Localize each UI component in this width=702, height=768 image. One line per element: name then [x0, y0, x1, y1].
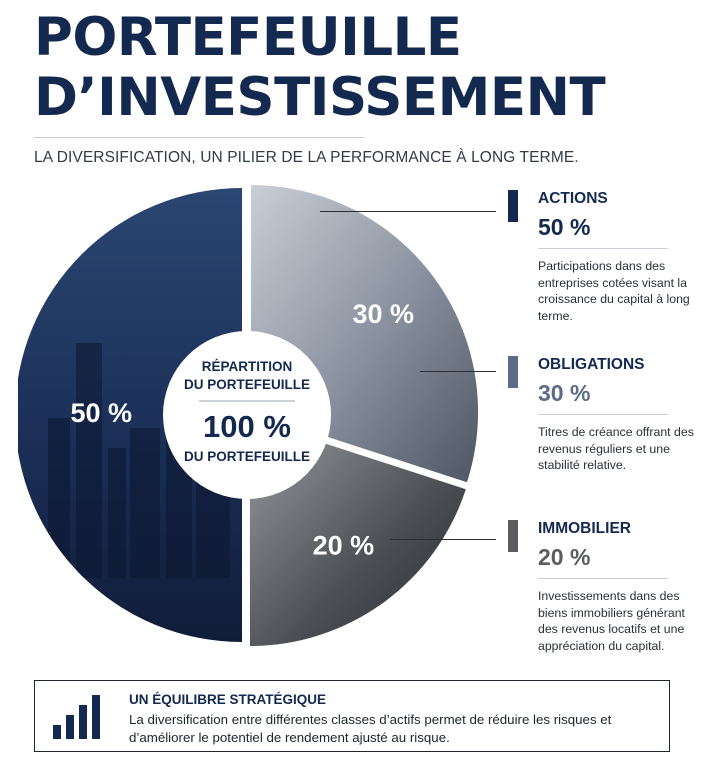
legend-value: 20 %: [538, 544, 591, 570]
pie-slice-label: 50 %: [70, 398, 133, 429]
pie-slice-label: 20 %: [312, 530, 375, 561]
center-label-line-1: RÉPARTITION: [201, 359, 293, 374]
connector-actions: [320, 211, 496, 212]
strategy-box: [34, 680, 670, 752]
strategy-box-title: UN ÉQUILIBRE STRATÉGIQUE: [129, 692, 327, 707]
legend-bar-obligations: [508, 356, 518, 388]
legend-description: Investissements dans des biens immobiliers générant des revenus locatifs et une appréciation du capital.: [538, 589, 685, 653]
connector-obligations: [420, 371, 496, 372]
bar-chart-icon: [53, 695, 105, 739]
center-label-line-2: DU PORTEFEUILLE: [183, 377, 311, 392]
legend-divider: [538, 414, 668, 415]
legend-divider: [538, 248, 668, 249]
center-value: 100 %: [203, 409, 291, 444]
legend-name: OBLIGATIONS: [538, 356, 645, 373]
legend-bar-immobilier: [508, 520, 518, 552]
page-subtitle: LA DIVERSIFICATION, UN PILIER DE LA PERFORMANCE À LONG TERME.: [34, 149, 579, 166]
strategy-box-text: La diversification entre différentes classes d’actifs permet de réduire les risques et d’améliorer le potentiel de rendement ajusté au risque.: [129, 712, 612, 745]
title-line-2: D’INVESTISSEMENT: [34, 67, 606, 128]
pie-chart: [18, 178, 482, 652]
legend-value: 50 %: [538, 214, 591, 240]
page-title: [34, 8, 674, 128]
connector-immobilier: [390, 539, 496, 540]
pie-slice-label: 30 %: [352, 299, 415, 330]
legend-value: 30 %: [538, 380, 591, 406]
center-label-bottom: DU PORTEFEUILLE: [183, 449, 311, 464]
legend-divider: [538, 578, 668, 579]
title-line-1: PORTEFEUILLE: [34, 7, 462, 68]
legend-name: IMMOBILIER: [538, 520, 631, 537]
legend-description: Titres de créance offrant des revenus réguliers et une stabilité relative.: [538, 425, 694, 472]
legend-name: ACTIONS: [538, 190, 608, 207]
title-divider: [34, 137, 364, 138]
legend-bar-actions: [508, 190, 518, 222]
legend-description: Participations dans des entreprises cotées visant la croissance du capital à long terme.: [538, 259, 690, 323]
